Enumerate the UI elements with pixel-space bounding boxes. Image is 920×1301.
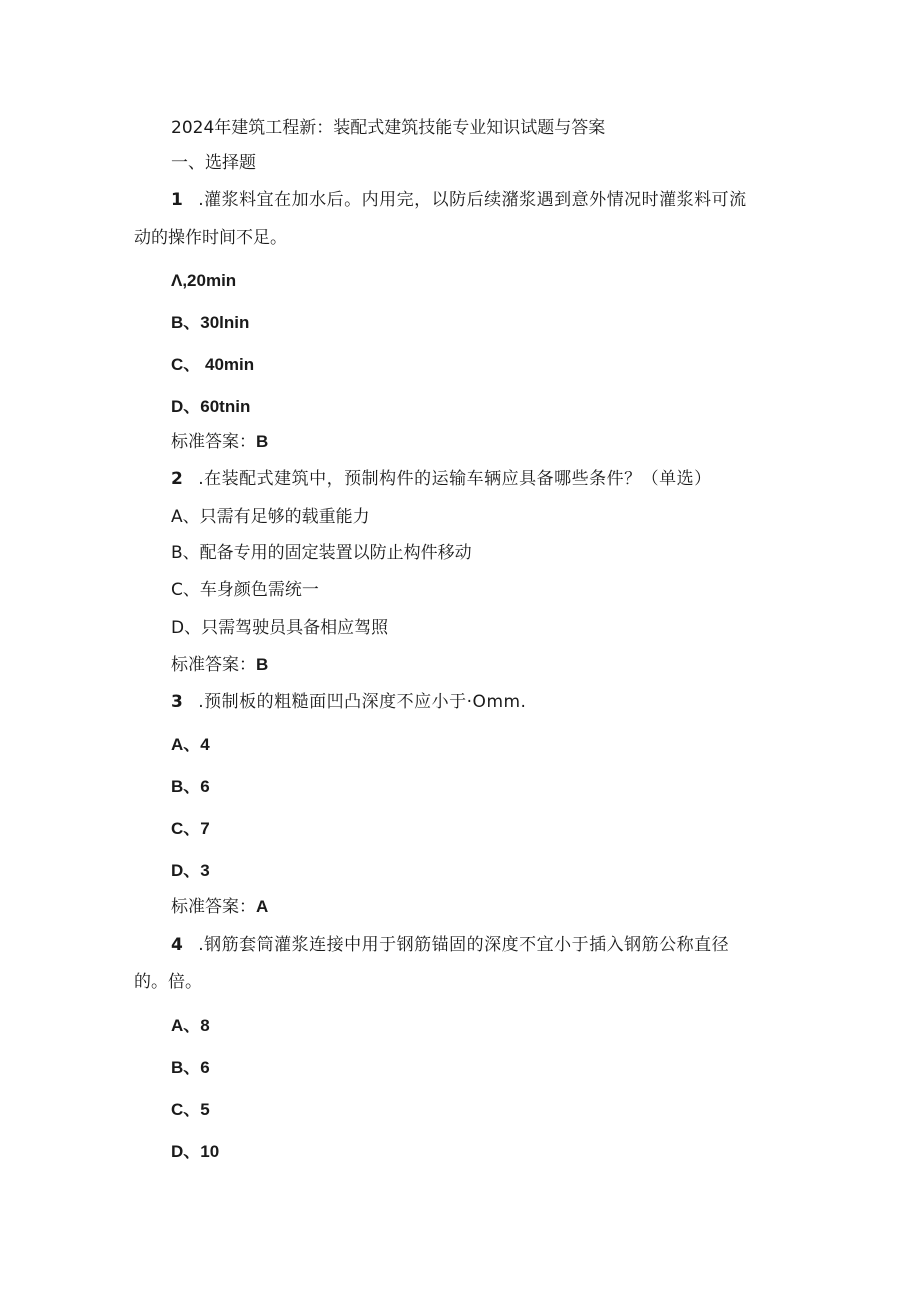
question-1-answer xyxy=(171,431,268,453)
question-2-option-a: A、只需有足够的载重能力 xyxy=(171,507,370,527)
question-number: 2 xyxy=(171,469,183,489)
answer-value: B xyxy=(256,655,269,674)
question-4-line-2: 的。倍。 xyxy=(134,972,202,992)
question-4-option-b: B、6 xyxy=(171,1058,210,1077)
question-3-option-d: D、3 xyxy=(171,861,210,880)
question-3-line-1 xyxy=(171,691,526,713)
answer-value: B xyxy=(256,432,269,451)
question-2-answer xyxy=(171,654,268,676)
question-2-option-b: B、配备专用的固定装置以防止构件移动 xyxy=(171,543,472,563)
answer-value: A xyxy=(256,897,269,916)
question-number: 1 xyxy=(171,190,183,210)
question-2-line-1 xyxy=(171,468,712,490)
document-title: 2024年建筑工程新：装配式建筑技能专业知识试题与答案 xyxy=(171,118,606,138)
question-3-answer xyxy=(171,896,268,918)
question-1-option-c: C、 40min xyxy=(171,355,255,374)
answer-label: 标准答案： xyxy=(171,655,256,675)
answer-label: 标准答案： xyxy=(171,432,256,452)
question-number: 3 xyxy=(171,692,183,712)
question-1-option-b: B、30lnin xyxy=(171,313,250,332)
question-text: .灌浆料宜在加水后。内用完，以防后续潴浆遇到意外情况时灌浆料可流 xyxy=(198,190,747,210)
question-text: .钢筋套筒灌浆连接中用于钢筋锚固的深度不宜小于插入钢筋公称直径 xyxy=(198,935,730,955)
question-1-option-a: Λ,20min xyxy=(171,271,237,290)
question-4-line-1 xyxy=(171,934,729,956)
question-3-option-c: C、7 xyxy=(171,819,210,838)
answer-label: 标准答案： xyxy=(171,897,256,917)
question-number: 4 xyxy=(171,935,183,955)
question-3-option-a: A、4 xyxy=(171,735,210,754)
section-heading: 一、选择题 xyxy=(171,153,256,173)
question-1-option-d: D、60tnin xyxy=(171,397,251,416)
question-1-line-1 xyxy=(171,189,747,211)
question-4-option-a: A、8 xyxy=(171,1016,210,1035)
question-2-option-c: C、车身颜色需统一 xyxy=(171,580,319,600)
question-3-option-b: B、6 xyxy=(171,777,210,796)
question-1-line-2: 动的操作时间不足。 xyxy=(134,228,287,248)
question-text: .在装配式建筑中，预制构件的运输车辆应具备哪些条件？（单选） xyxy=(198,469,712,489)
question-2-option-d: D、只需驾驶员具备相应驾照 xyxy=(171,618,389,638)
question-4-option-d: D、10 xyxy=(171,1142,220,1161)
question-text: .预制板的粗糙面凹凸深度不应小于·Omm. xyxy=(198,692,527,712)
question-4-option-c: C、5 xyxy=(171,1100,210,1119)
